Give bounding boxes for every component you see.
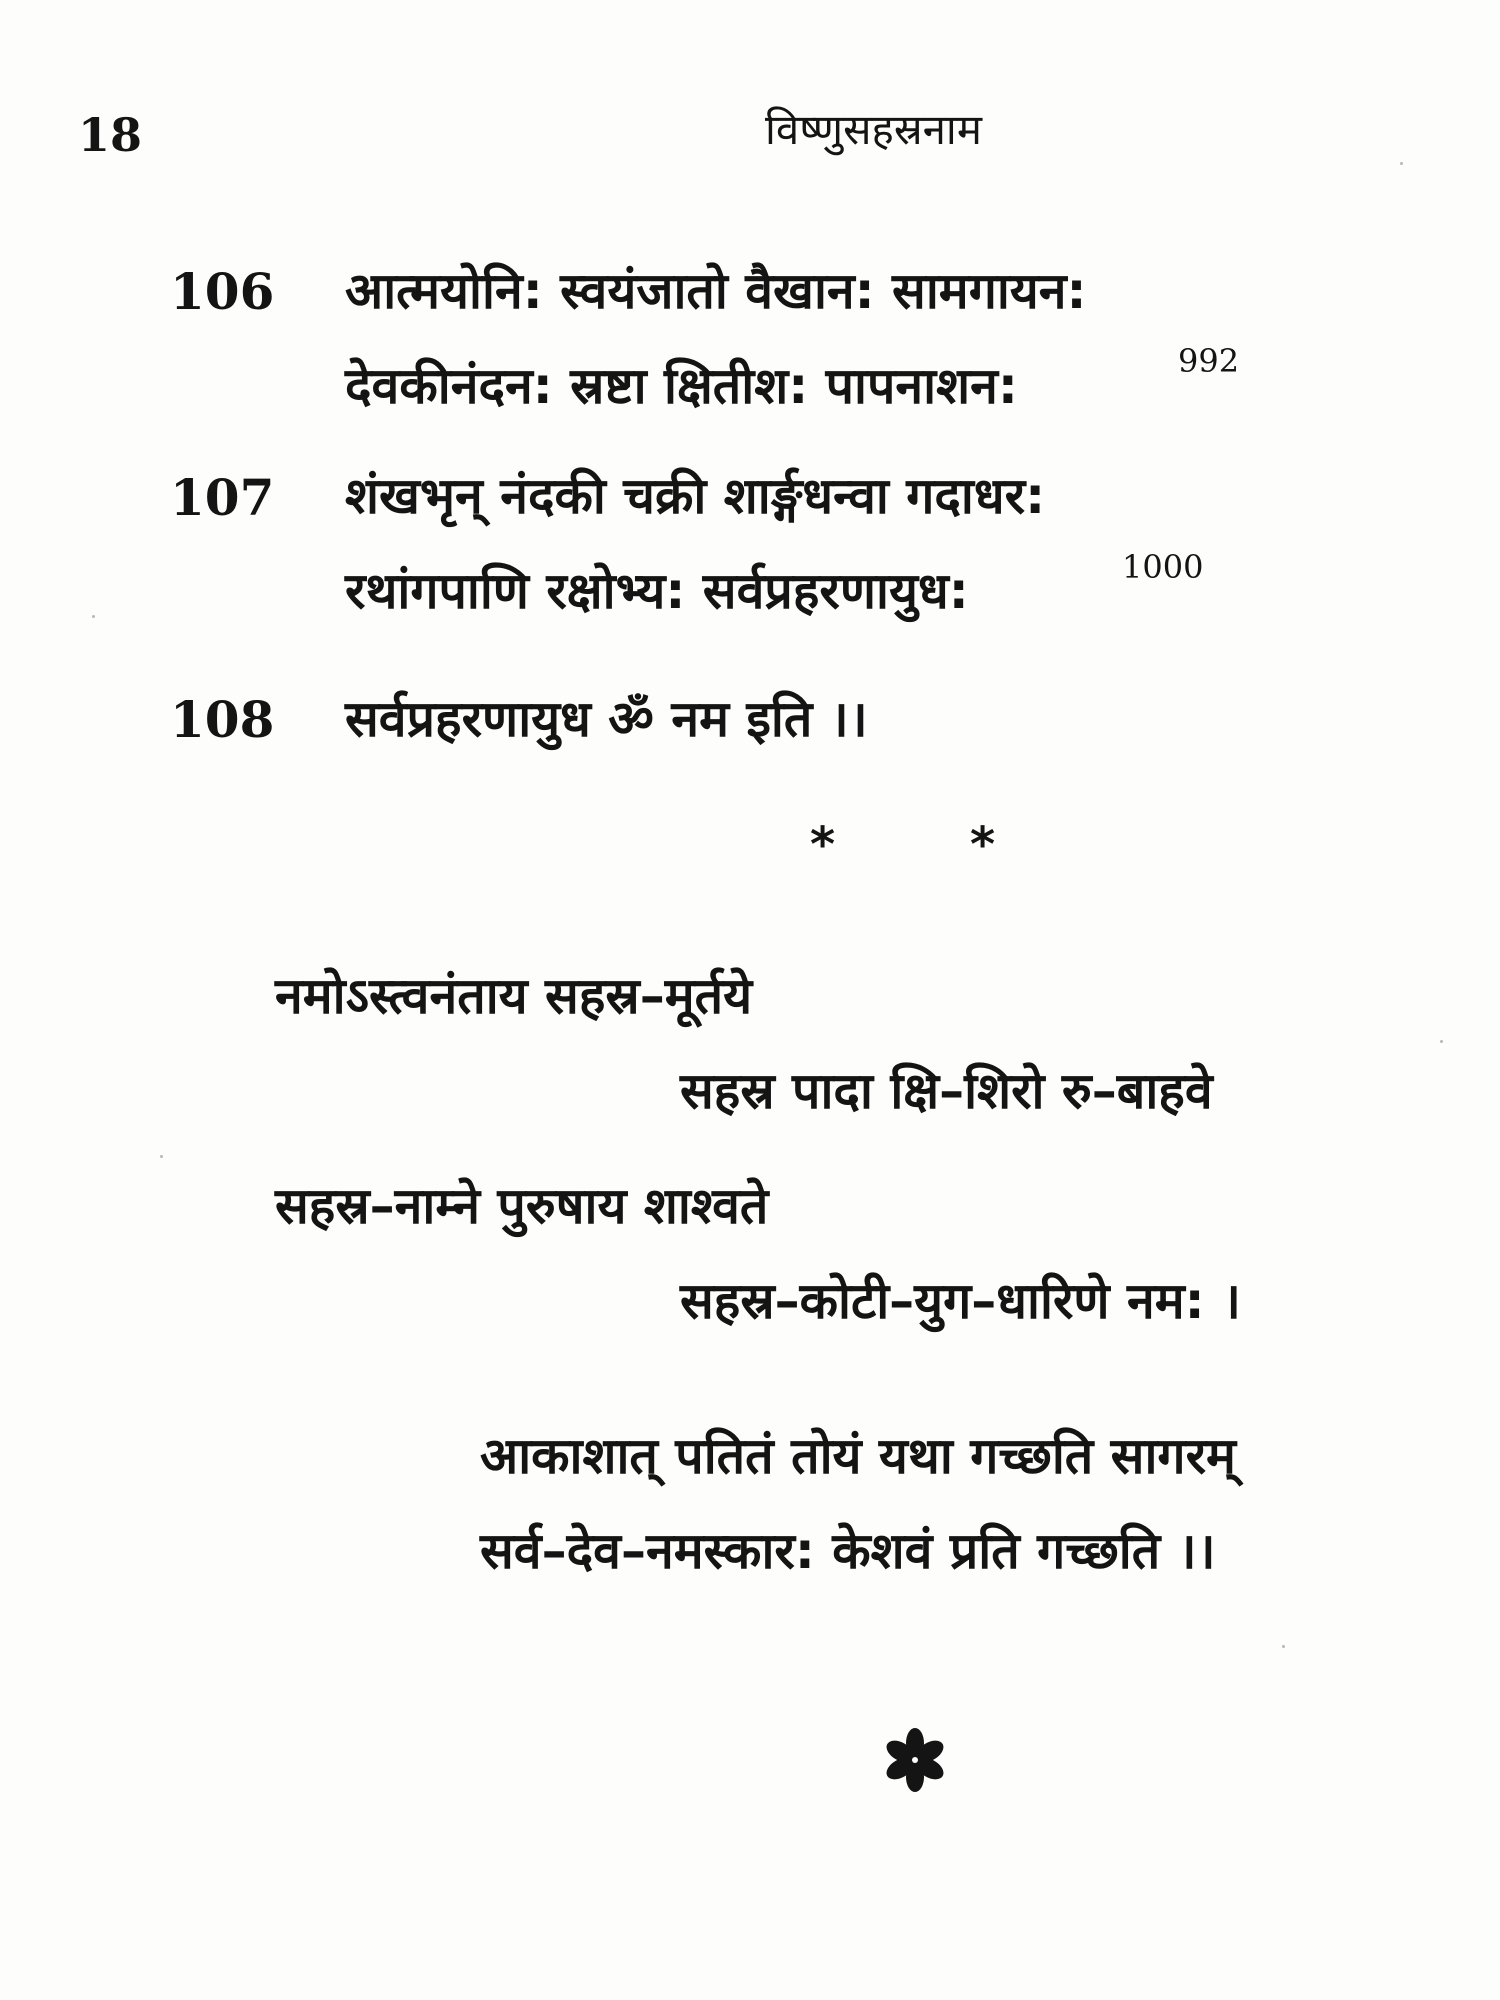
paper-speck: [1282, 1645, 1285, 1648]
verse-number-108: 108: [170, 690, 275, 749]
shloka-1-line-4: सहस्र–कोटी–युग–धारिणे नम: ।: [680, 1272, 1241, 1330]
verse-number-107: 107: [170, 468, 275, 527]
shloka-2-line-2: सर्व–देव–नमस्कार: केशवं प्रति गच्छति ।।: [480, 1522, 1216, 1580]
paper-speck: [1440, 1040, 1443, 1043]
star-separator: [0, 815, 1500, 875]
flower-icon: [880, 1725, 950, 1795]
paper-speck: [160, 1155, 163, 1158]
paper-speck: [1400, 162, 1403, 165]
shloka-1-line-2: सहस्र पादा क्षि–शिरो रु–बाहवे: [680, 1062, 1213, 1120]
verse-108-line-1: सर्वप्रहरणायुध ॐ नम इति ।।: [345, 690, 868, 748]
verse-107-name-count: 1000: [1122, 548, 1204, 586]
paper-speck: [92, 615, 95, 618]
verse-106-line-1: आत्मयोनि: स्वयंजातो वैखान: सामगायन:: [345, 262, 1087, 320]
verse-number-106: 106: [170, 262, 275, 321]
shloka-1-line-1: नमोऽस्त्वनंताय सहस्र–मूर्तये: [275, 967, 753, 1025]
asterisk-icon-left: *: [810, 817, 836, 873]
asterisk-icon-right: *: [970, 817, 996, 873]
shloka-2-line-1: आकाशात् पतितं तोयं यथा गच्छति सागरम्: [480, 1427, 1236, 1485]
shloka-1-line-3: सहस्र–नाम्ने पुरुषाय शाश्वते: [275, 1177, 769, 1235]
verse-106-name-count: 992: [1178, 342, 1240, 380]
page-number: 18: [78, 108, 143, 162]
verse-107-line-1: शंखभृन् नंदकी चक्री शार्ङ्गधन्वा गदाधर:: [345, 467, 1046, 525]
verse-106-line-2: देवकीनंदन: स्रष्टा क्षितीश: पापनाशन:: [345, 357, 1018, 415]
running-title: विष्णुसहस्रनाम: [765, 105, 982, 154]
verse-107-line-2: रथांगपाणि रक्षोभ्य: सर्वप्रहरणायुध:: [345, 562, 969, 620]
